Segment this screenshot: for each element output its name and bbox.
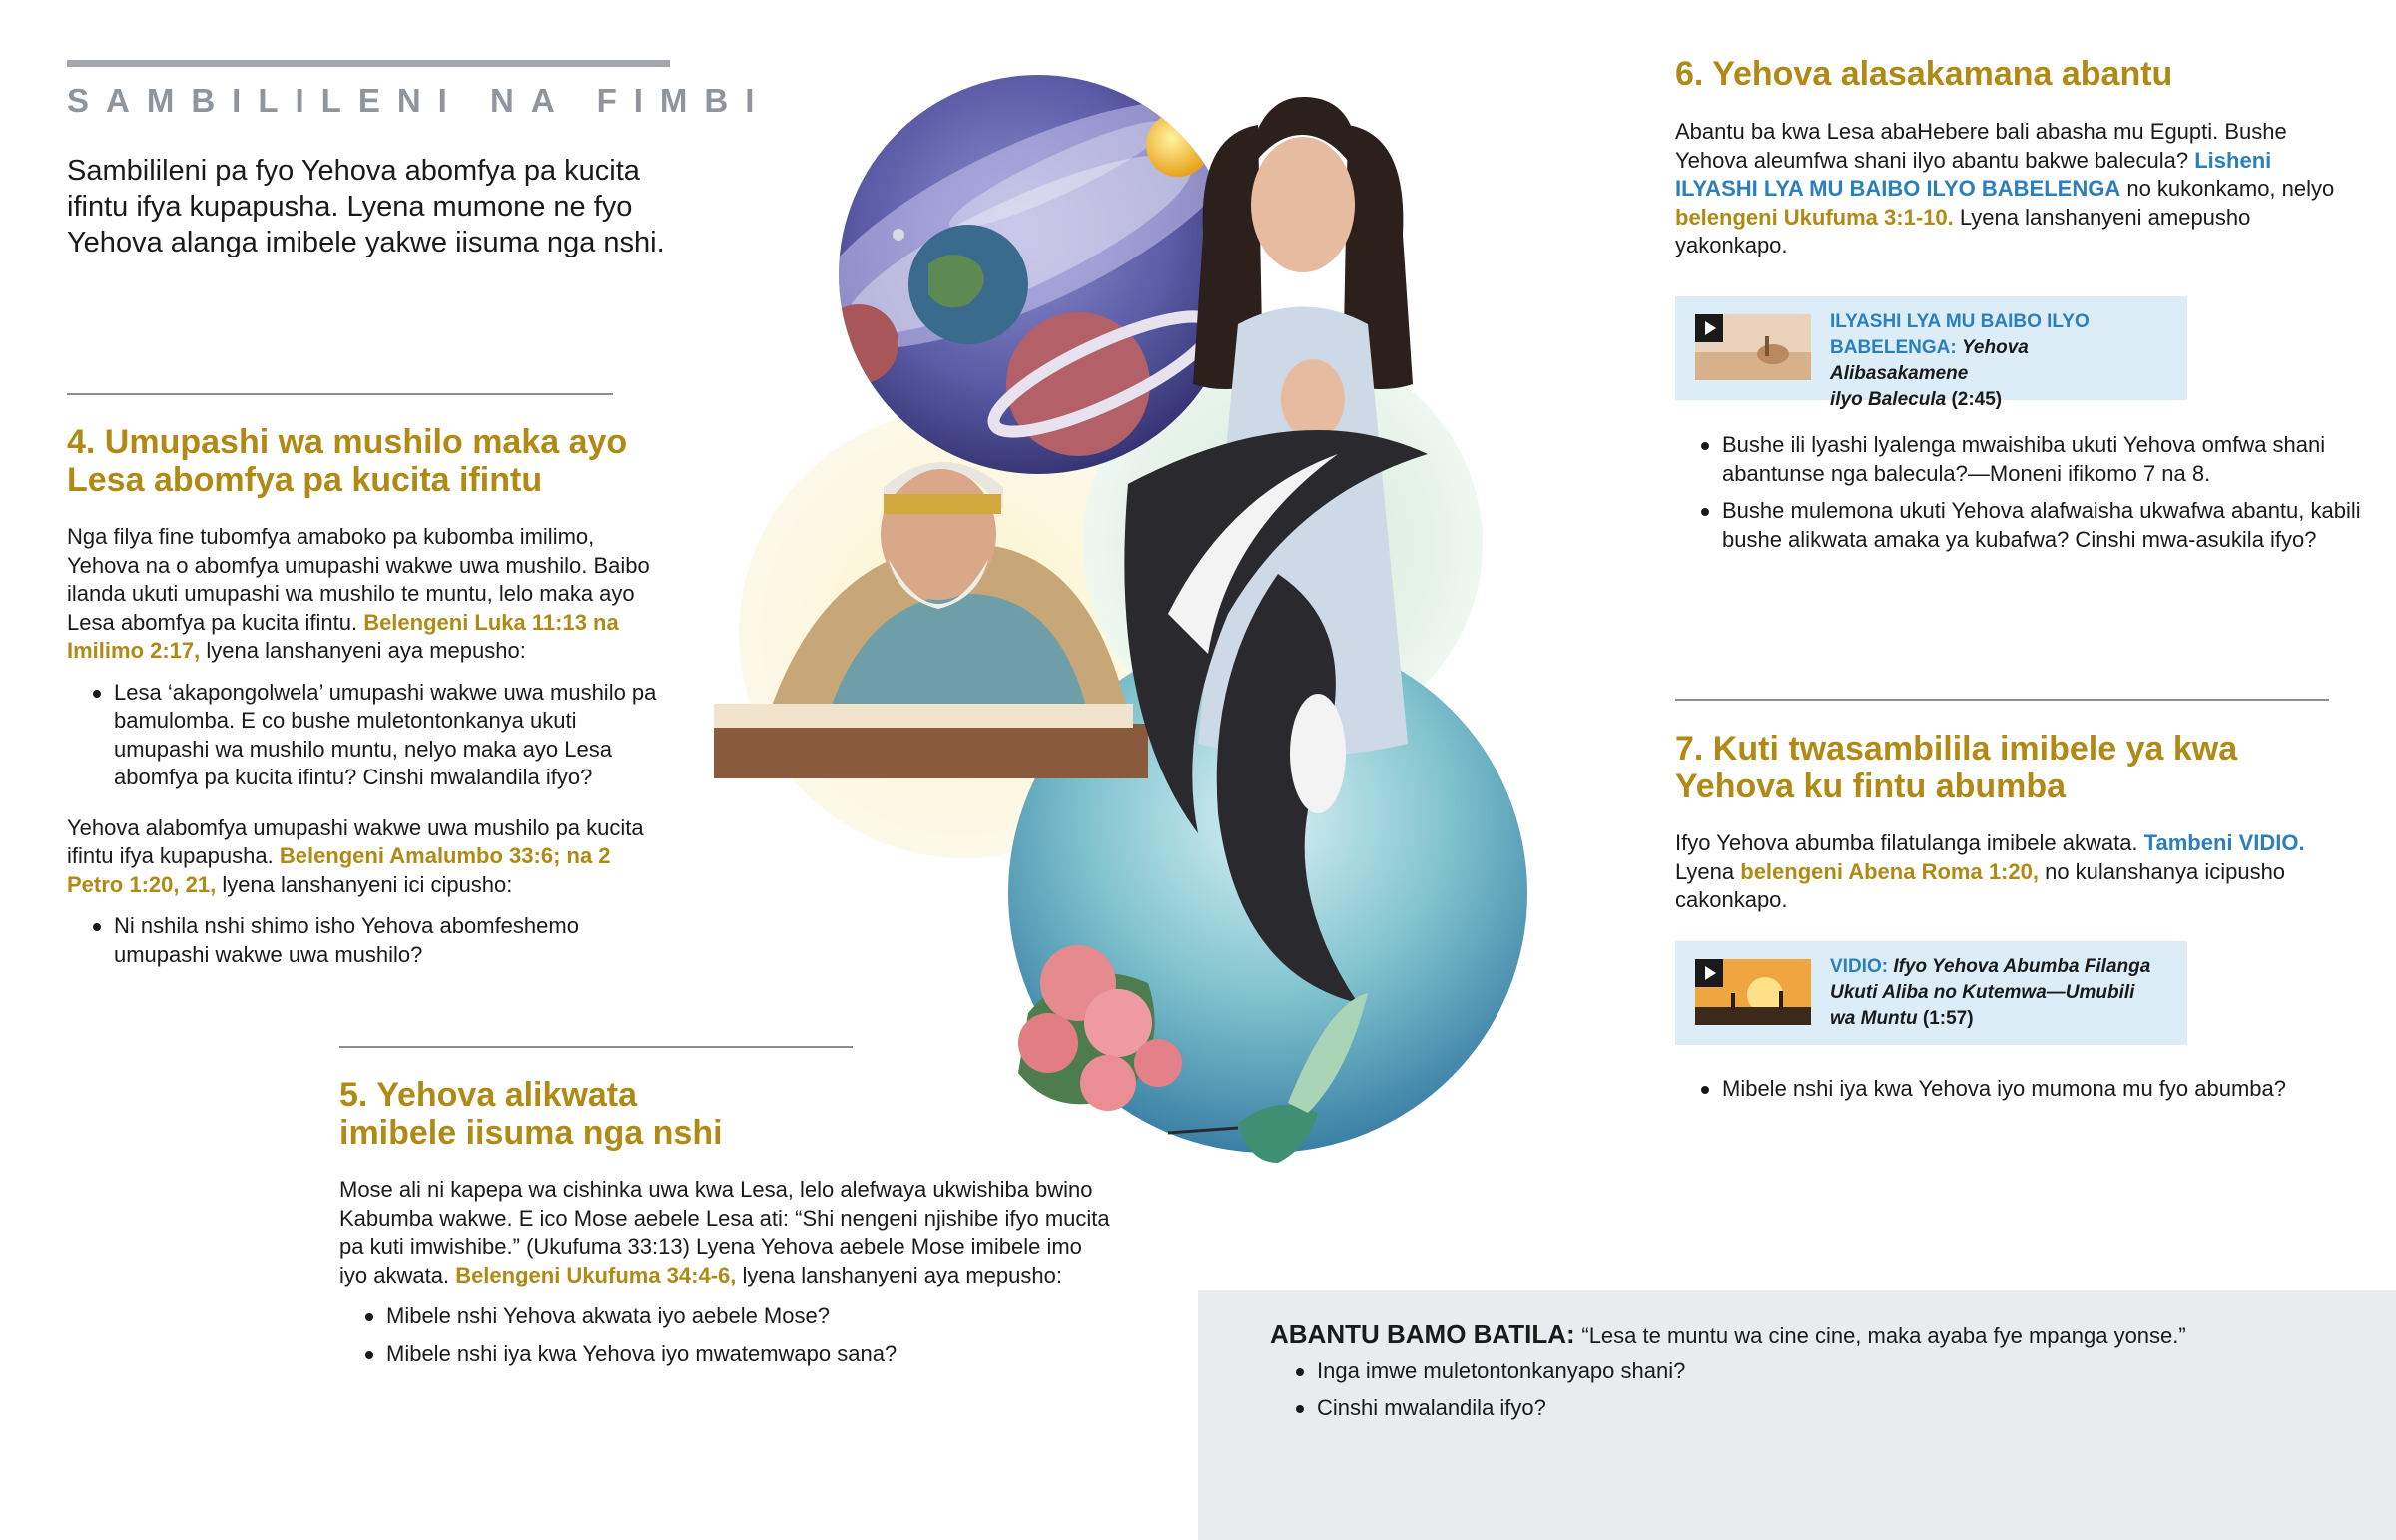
question-list: [67, 912, 672, 969]
question-item: Mibele nshi Yehova akwata iyo aebele Mose?: [339, 1302, 1110, 1331]
play-icon[interactable]: [1695, 314, 1723, 342]
video-duration: (1:57): [1922, 1008, 1974, 1029]
question-item: Mibele nshi iya kwa Yehova iyo mwatemwapo sana?: [339, 1340, 1110, 1369]
paragraph-text: no kulanshanya icipusho cakonkapo.: [1675, 858, 2286, 912]
section-7-title: [1675, 730, 2374, 805]
question-list: [1270, 1357, 2358, 1422]
question-list: [339, 1302, 1110, 1368]
scripture-reference[interactable]: belengeni Abena Roma 1:20,: [1740, 858, 2039, 884]
paragraph-text: Lyena lanshanyeni amepusho yakonkapo.: [1675, 204, 2251, 257]
section-4-title-line: 4. Umupashi wa mushilo maka ayo: [67, 423, 628, 461]
story-link[interactable]: Lisheni ILYASHI LYA MU BAIBO ILYO BABELENGA: [1675, 147, 2272, 201]
question-list: [1675, 1075, 2364, 1104]
paragraph-text: Mose ali ni kapepa wa cishinka uwa kwa Lesa, lelo alefwaya ukwishiba bwino Kabumba wakwe. E ico Mose aebele Lesa ati: “Shi nengeni njishibe ifyo mucita pa kuti imwishibe.” (Ukufuma 33:13) Lyena Yehova aebele Mose imibele imo iyo akwata.: [339, 1177, 1110, 1287]
scripture-reference[interactable]: belengeni Ukufuma 3:1-10.: [1675, 204, 1954, 230]
play-icon[interactable]: [1695, 959, 1723, 987]
video-card-creation[interactable]: [1675, 941, 2187, 1045]
section-7-title-line: 7. Kuti twasambilila imibele ya kwa: [1675, 730, 2238, 768]
top-rule: [67, 60, 670, 67]
video-thumbnail[interactable]: [1695, 314, 1811, 380]
section-4-paragraph: [67, 814, 672, 900]
paragraph-text: Abantu ba kwa Lesa abaHebere bali abasha mu Egupti. Bushe Yehova aleumfwa shani ilyo abantu bakwe balecula?: [1675, 119, 2287, 173]
video-title: ilyo Balecula: [1830, 389, 1947, 410]
others-say-label: ABANTU BAMO BATILA:: [1270, 1319, 1575, 1349]
paragraph-text: lyena lanshanyeni aya mepusho:: [742, 1262, 1062, 1287]
video-thumbnail[interactable]: [1695, 959, 1811, 1025]
question-item: Mibele nshi iya kwa Yehova iyo mumona mu fyo abumba?: [1675, 1075, 2364, 1104]
video-title: Yehova Alibasakamene: [1830, 337, 2029, 384]
section-divider: [67, 393, 613, 395]
paragraph-text: no kukonkamo, nelyo: [2126, 176, 2335, 201]
scripture-reference[interactable]: Belengeni Ukufuma 34:4-6,: [455, 1262, 737, 1287]
question-item: Cinshi mwalandila ifyo?: [1270, 1394, 2358, 1422]
section-4-paragraph: [67, 523, 672, 666]
question-item: Bushe ili lyashi lyalenga mwaishiba ukuti Yehova omfwa shani abantunse nga balecula?—Moneni ifikomo 7 na 8.: [1675, 431, 2364, 488]
section-5-title-line: imibele iisuma nga nshi: [339, 1114, 723, 1152]
video-caption: [1830, 954, 2159, 1032]
question-item: Inga imwe muletontonkanyapo shani?: [1270, 1357, 2358, 1385]
video-label: VIDIO:: [1830, 956, 1889, 977]
section-7-body: [1675, 829, 2364, 915]
paragraph-text: Yehova alabomfya umupashi wakwe uwa mushilo pa kucita ifintu ifya kupapusha.: [67, 814, 644, 868]
section-6-questions: [1675, 431, 2364, 563]
question-item: Lesa ‘akapongolwela’ umupashi wakwe uwa mushilo pa bamulomba. E co bushe muletontonkanya ukuti umupashi wa mushilo muntu, nelyo maka ayo Lesa abomfya pa kucita ifintu? Cinshi mwalandila ifyo?: [67, 679, 672, 792]
video-title: Ifyo Yehova Abumba Filanga: [1893, 956, 2151, 977]
video-title: wa Muntu: [1830, 1008, 1918, 1029]
video-link[interactable]: Tambeni VIDIO.: [2143, 830, 2305, 855]
video-label: ILYASHI LYA MU BAIBO ILYO: [1830, 311, 2090, 332]
video-duration: (2:45): [1951, 389, 2003, 410]
question-list: [1675, 431, 2364, 554]
illustration-collage: [699, 55, 1637, 1213]
section-4-body: [67, 523, 672, 978]
section-5-title-line: 5. Yehova alikwata: [339, 1076, 637, 1114]
question-list: [67, 679, 672, 792]
paragraph-text: lyena lanshanyeni ici cipusho:: [222, 871, 513, 897]
section-4-title-line: Lesa abomfya pa kucita ifintu: [67, 461, 543, 499]
section-7-title-line: Yehova ku fintu abumba: [1675, 768, 2067, 805]
others-say-line: [1270, 1317, 2358, 1353]
scripture-reference[interactable]: Belengeni Amalumbo 33:6; na 2 Petro 1:20, 21,: [67, 843, 611, 897]
intro-text: Sambilileni pa fyo Yehova abomfya pa kucita ifintu ifya kupapusha. Lyena mumone ne fyo Yehova alanga imibele yakwe iisuma nga nshi.: [67, 155, 665, 258]
others-say-content: [1270, 1317, 2358, 1431]
section-divider: [1675, 699, 2329, 701]
video-card-story[interactable]: [1675, 296, 2187, 410]
section-6-body: [1675, 118, 2354, 260]
section-4-title: [67, 423, 706, 499]
question-item: Ni nshila nshi shimo isho Yehova abomfeshemo umupashi wakwe uwa mushilo?: [67, 912, 672, 969]
paragraph-text: Nga filya fine tubomfya amaboko pa kubomba imilimo, Yehova na o abomfya umupashi wakwe uwa mushilo. Baibo ilanda ukuti umupashi wa mushilo te muntu, lelo maka ayo Lesa abomfya pa kucita ifintu.: [67, 524, 650, 635]
section-kicker: SAMBILILENI NA FIMBI: [67, 82, 772, 119]
section-6-title: 6. Yehova alasakamana abantu: [1675, 55, 2173, 93]
question-item: Bushe mulemona ukuti Yehova alafwaisha ukwafwa abantu, kabili bushe alikwata amaka ya kubafwa? Cinshi mwa-asukila ifyo?: [1675, 497, 2364, 554]
paragraph-text: Ifyo Yehova abumba filatulanga imibele akwata.: [1675, 830, 2138, 855]
section-7-questions: [1675, 1075, 2364, 1113]
video-label: BABELENGA:: [1830, 337, 1957, 358]
video-title: Ukuti Aliba no Kutemwa—Umubili: [1830, 982, 2135, 1003]
scripture-reference[interactable]: Belengeni Luka 11:13 na Imilimo 2:17,: [67, 609, 619, 663]
paragraph-text: Lyena: [1675, 858, 1735, 884]
video-caption: [1830, 309, 2159, 413]
others-say-quote: “Lesa te muntu wa cine cine, maka ayaba fye mpanga yonse.”: [1581, 1323, 2186, 1348]
paragraph-text: lyena lanshanyeni aya mepusho:: [206, 638, 526, 663]
